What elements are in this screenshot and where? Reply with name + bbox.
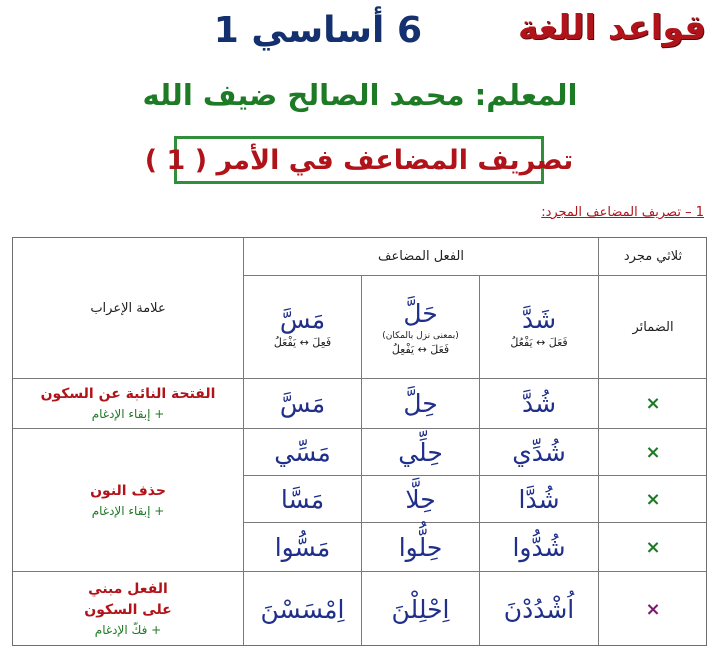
parsing-cell-2: [13, 429, 243, 571]
subject-title: قواعد اللغة: [517, 8, 706, 48]
form-cell: حِلِّي: [398, 437, 443, 467]
form-cell: حِلَّا: [405, 484, 436, 514]
verb-pattern: فَعَلَ ↔ يَفْعُلُ: [510, 336, 568, 350]
verb-header-shadda: [480, 276, 598, 378]
row-mark: ×: [645, 441, 661, 463]
teacher-name: المعلم: محمد الصالح ضيف الله: [142, 78, 578, 112]
verb-note: (بمعنى نزل بالمكان): [382, 331, 459, 342]
verb-word: حَلَّ: [403, 298, 438, 328]
form-cell: شُدِّي: [512, 437, 566, 467]
verb-pattern: فَعِلَ ↔ يَفْعَلُ: [273, 336, 332, 350]
verb-word: شَدَّ: [521, 304, 557, 334]
verb-word: مَسَّ: [279, 304, 326, 334]
verb-header-halla: [362, 276, 479, 378]
form-cell: مَسَّا: [280, 484, 325, 514]
parsing-note: + إبقاء الإدغام: [91, 407, 165, 421]
header-parsing: علامة الإعراب: [90, 300, 166, 316]
grade-title: 6 أساسي 1: [213, 10, 422, 51]
form-cell: حِلَّ: [403, 389, 438, 418]
section-heading: 1 – تصريف المضاعف المجرد:: [541, 205, 704, 220]
parsing-rule-cont: على السكون: [84, 602, 172, 618]
form-cell: مَسِّي: [274, 437, 331, 467]
parsing-rule: الفعل مبني: [88, 581, 168, 597]
form-cell: اُشْدُدْنَ: [503, 594, 575, 624]
form-cell: اِمْسَسْنَ: [260, 594, 345, 624]
parsing-cell-1: [13, 379, 243, 428]
verb-header-massa: [244, 276, 361, 378]
row-mark: ×: [645, 488, 661, 510]
verb-pattern: فَعَلَ ↔ يَفْعِلُ: [391, 342, 450, 356]
header-verb-doubled: الفعل المضاعف: [378, 249, 464, 264]
form-cell: شُدُّوا: [512, 532, 566, 562]
row-mark: ×: [645, 598, 661, 620]
form-cell: شُدَّا: [518, 484, 560, 514]
header-trilateral: ثلاثي مجرد: [623, 249, 683, 264]
row-mark: ×: [645, 393, 661, 414]
parsing-rule: حذف النون: [90, 482, 166, 499]
parsing-note: + فكّ الإدغام: [94, 623, 162, 637]
form-cell: مَسَّ: [279, 389, 326, 418]
form-cell: مَسُّوا: [274, 532, 331, 562]
form-cell: شُدَّ: [521, 389, 557, 418]
header-pronouns: الضمائر: [632, 319, 674, 335]
form-cell: اِحْلِلْنَ: [391, 594, 450, 624]
form-cell: حِلُّوا: [398, 532, 443, 562]
conjugation-table: [12, 237, 707, 646]
lesson-title: تصريف المضاعف في الأمر ( 1 ): [144, 144, 574, 176]
parsing-note: + إبقاء الإدغام: [91, 503, 165, 518]
parsing-rule: الفتحة النائبة عن السكون: [40, 386, 216, 402]
parsing-cell-3: [13, 572, 243, 646]
lesson-title-box: [144, 136, 574, 184]
row-mark: ×: [645, 536, 661, 558]
